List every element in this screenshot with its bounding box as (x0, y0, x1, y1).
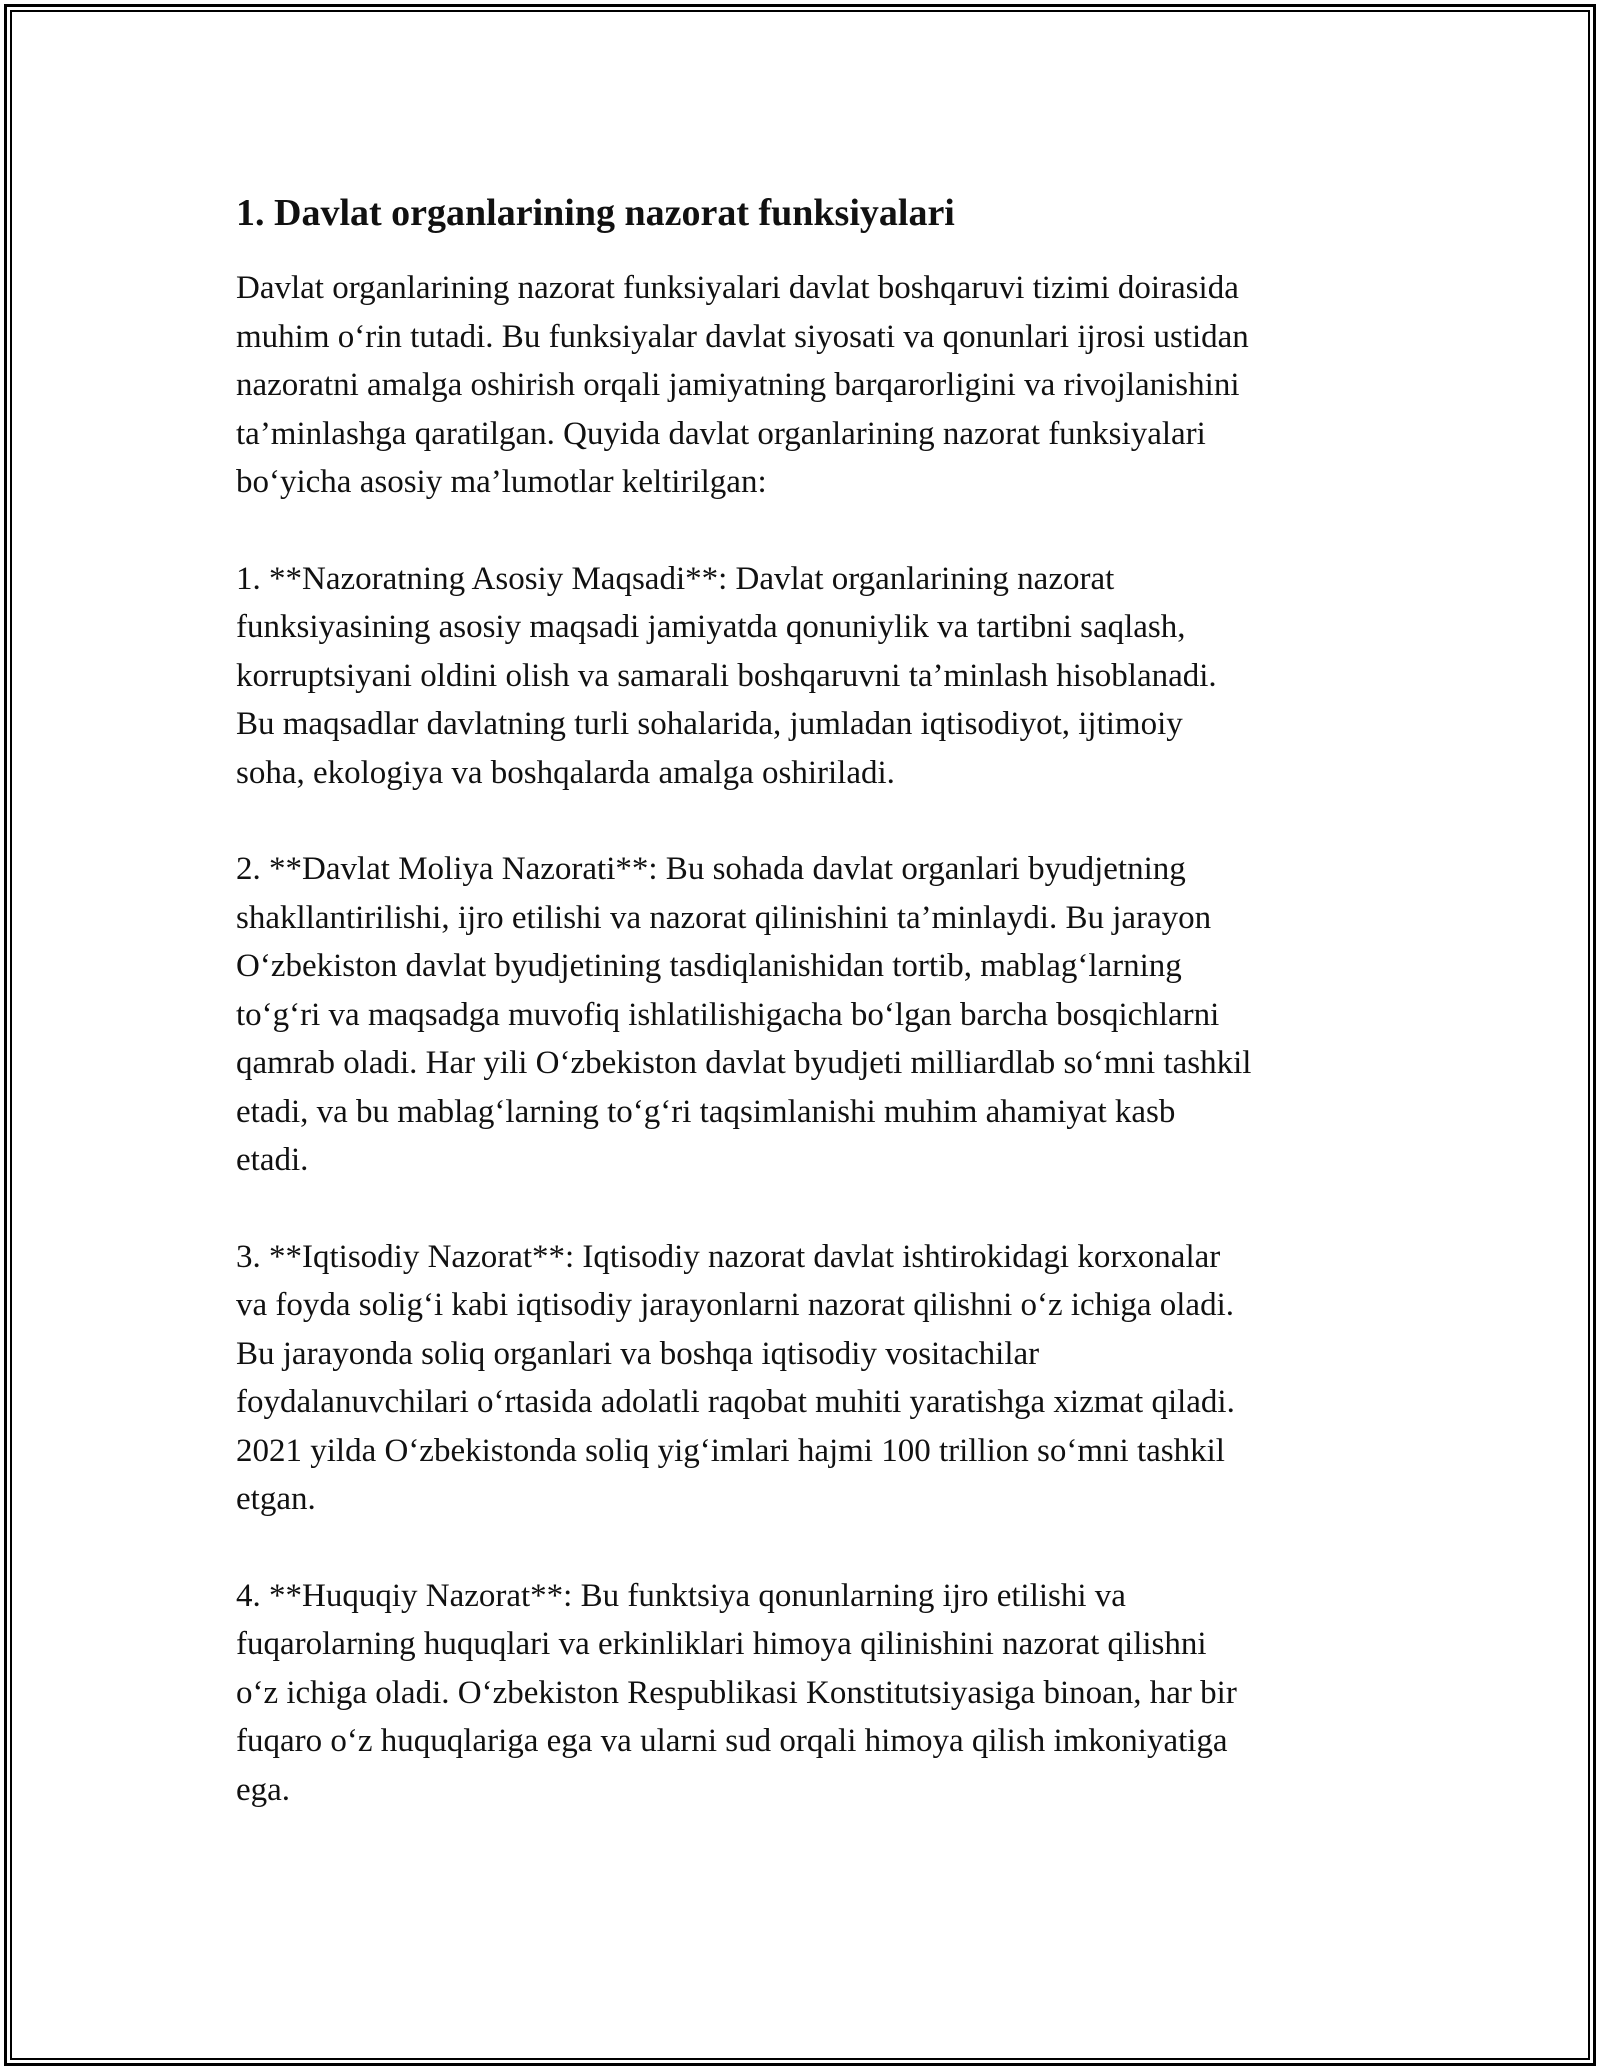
paragraph-nazoratning-asosiy-maqsadi: 1. **Nazoratning Asosiy Maqsadi**: Davlat organlarining nazorat funksiyasining asosiy maqsadi jamiyatda qonuniylik va tartibni saqlash, korruptsiyani oldini olish va samarali boshqaruvni ta’minlash hisoblanadi. Bu maqsadlar davlatning turli sohalarida, jumladan iqtisodiyot, ijtimoiy soha, ekologiya va boshqalarda amalga oshiriladi. (236, 560, 1217, 791)
paragraph-davlat-moliya-nazorati: 2. **Davlat Moliya Nazorati**: Bu sohada davlat organlari byudjetning shakllantirilishi, ijro etilishi va nazorat qilinishini ta’minlaydi. Bu jarayon O‘zbekiston davlat byudjetining tasdiqlanishidan tortib, mablag‘larning to‘g‘ri va maqsadga muvofiq ishlatilishigacha bo‘lgan barcha bosqichlarni qamrab oladi. Har yili O‘zbekiston davlat byudjeti milliardlab so‘mni tashkil etadi, va bu mablag‘larning to‘g‘ri taqsimlanishi muhim ahamiyat kasb etadi. (236, 851, 1252, 1178)
document-title: 1. Davlat organlarining nazorat funksiyalari (236, 192, 955, 234)
paragraph-huquqiy-nazorat: 4. **Huquqiy Nazorat**: Bu funktsiya qonunlarning ijro etilishi va fuqarolarning huquqlari va erkinliklari himoya qilinishini nazorat qilishni o‘z ichiga oladi. O‘zbekiston Respublikasi Konstitutsiyasiga binoan, har bir fuqaro o‘z huquqlariga ega va ularni sud orqali himoya qilish imkoniyatiga ega. (236, 1577, 1237, 1808)
document-page (236, 188, 1376, 1862)
paragraph-iqtisodiy-nazorat: 3. **Iqtisodiy Nazorat**: Iqtisodiy nazorat davlat ishtirokidagi korxonalar va foyda solig‘i kabi iqtisodiy jarayonlarni nazorat qilishni o‘z ichiga oladi. Bu jarayonda soliq organlari va boshqa iqtisodiy vositachilar foydalanuvchilari o‘rtasida adolatli raqobat muhiti yaratishga xizmat qiladi. 2021 yilda O‘zbekistonda soliq yig‘imlari hajmi 100 trillion so‘mni tashkil etgan. (236, 1238, 1235, 1517)
intro-paragraph: Davlat organlarining nazorat funksiyalari davlat boshqaruvi tizimi doirasida muhim o‘rin tutadi. Bu funksiyalar davlat siyosati va qonunlari ijrosi ustidan nazoratni amalga oshirish orqali jamiyatning barqarorligini va rivojlanishini ta’minlashga qaratilgan. Quyida davlat organlarining nazorat funksiyalari bo‘yicha asosiy ma’lumotlar keltirilgan: (236, 270, 1249, 500)
